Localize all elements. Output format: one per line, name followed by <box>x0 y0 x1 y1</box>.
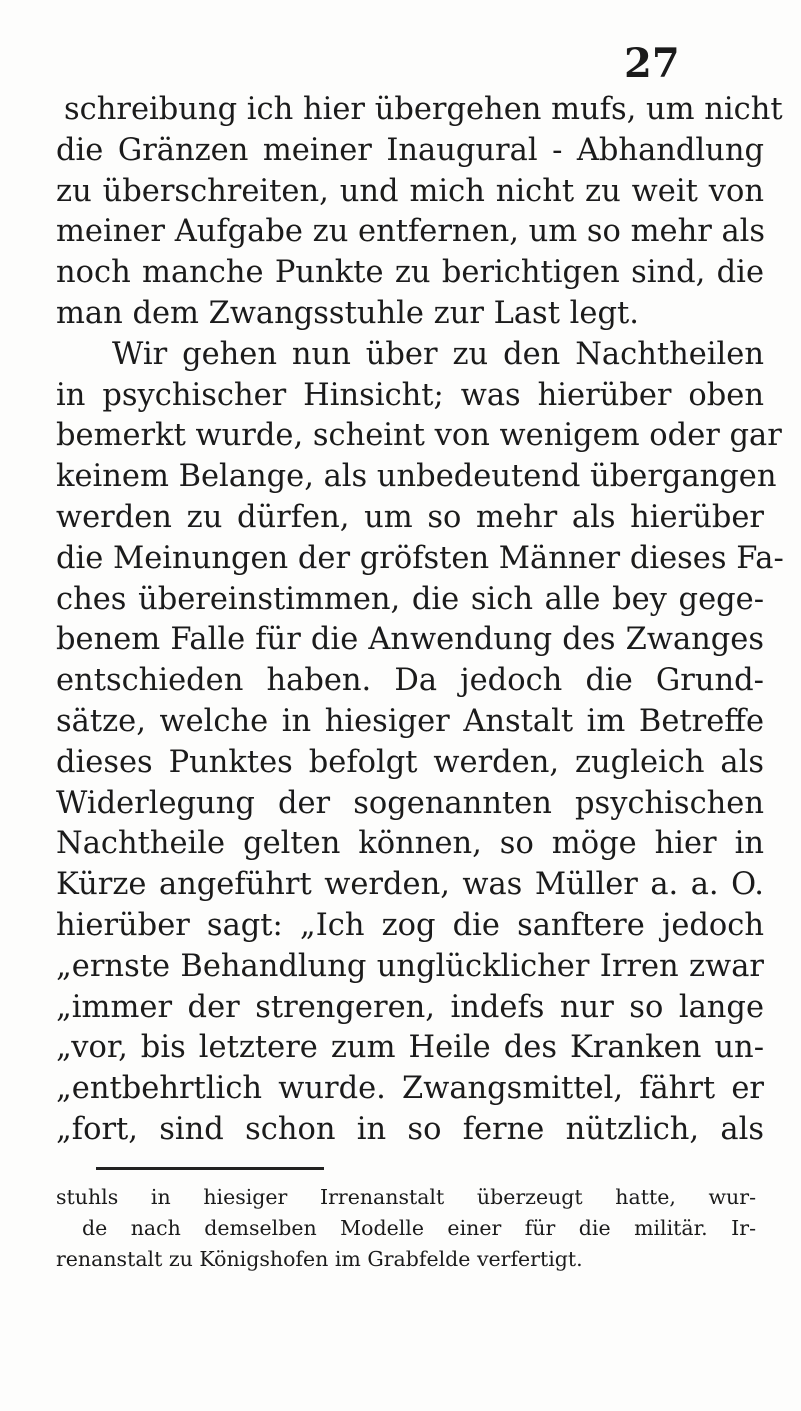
text-line: schreibung ich hier übergehen mufs, um nicht <box>64 92 783 127</box>
page-number: 27 <box>624 40 680 87</box>
text-line: Wir gehen nun über zu den Nachtheilen <box>112 336 764 372</box>
text-line: zu überschreiten, und mich nicht zu weit von <box>56 173 764 209</box>
text-line: in psychischer Hinsicht; was hierüber oben <box>56 377 764 413</box>
footnote <box>56 1182 756 1274</box>
text-line: keinem Belange, als unbedeutend übergangen <box>56 459 777 495</box>
footnote-line: de nach demselben Modelle einer für die militär. Ir- <box>82 1215 756 1240</box>
text-line: „entbehrtlich wurde. Zwangsmittel, fährt er <box>56 1071 764 1107</box>
footnote-divider <box>96 1167 324 1170</box>
text-line: die Meinungen der gröfsten Männer dieses Fa- <box>56 540 784 576</box>
footnote-line: renanstalt zu Königshofen im Grabfelde verfertigt. <box>56 1246 583 1271</box>
text-line: entschieden haben. Da jedoch die Grund- <box>56 663 764 699</box>
text-line: die Gränzen meiner Inaugural - Abhandlung <box>56 132 764 168</box>
text-line: man dem Zwangsstuhle zur Last legt. <box>56 295 639 331</box>
text-line: meiner Aufgabe zu entfernen, um so mehr als <box>56 214 766 250</box>
text-line: sätze, welche in hiesiger Anstalt im Betreffe <box>56 703 764 739</box>
text-line: Kürze angeführt werden, was Müller a. a. O. <box>56 867 764 903</box>
text-line: werden zu dürfen, um so mehr als hierüber <box>56 499 764 535</box>
text-line: „immer der strengeren, indefs nur so lange <box>56 989 764 1025</box>
text-line: dieses Punktes befolgt werden, zugleich als <box>56 744 764 780</box>
text-line: „fort, sind schon in so ferne nützlich, als <box>56 1111 764 1147</box>
text-line: ches übereinstimmen, die sich alle bey gege- <box>56 581 764 617</box>
text-line: Widerlegung der sogenannten psychischen <box>56 785 764 821</box>
body-text <box>56 90 784 1151</box>
text-line: „vor, bis letztere zum Heile des Kranken un- <box>56 1030 764 1066</box>
text-line: „ernste Behandlung unglücklicher Irren zwar <box>56 948 764 984</box>
text-line: benem Falle für die Anwendung des Zwanges <box>56 622 764 658</box>
text-line: Nachtheile gelten können, so möge hier in <box>56 826 764 862</box>
text-line: hierüber sagt: „Ich zog die sanftere jedoch <box>56 907 764 943</box>
text-line: noch manche Punkte zu berichtigen sind, die <box>56 255 764 291</box>
text-line: bemerkt wurde, scheint von wenigem oder gar <box>56 418 782 454</box>
footnote-line: stuhls in hiesiger Irrenanstalt überzeugt hatte, wur- <box>56 1185 756 1209</box>
